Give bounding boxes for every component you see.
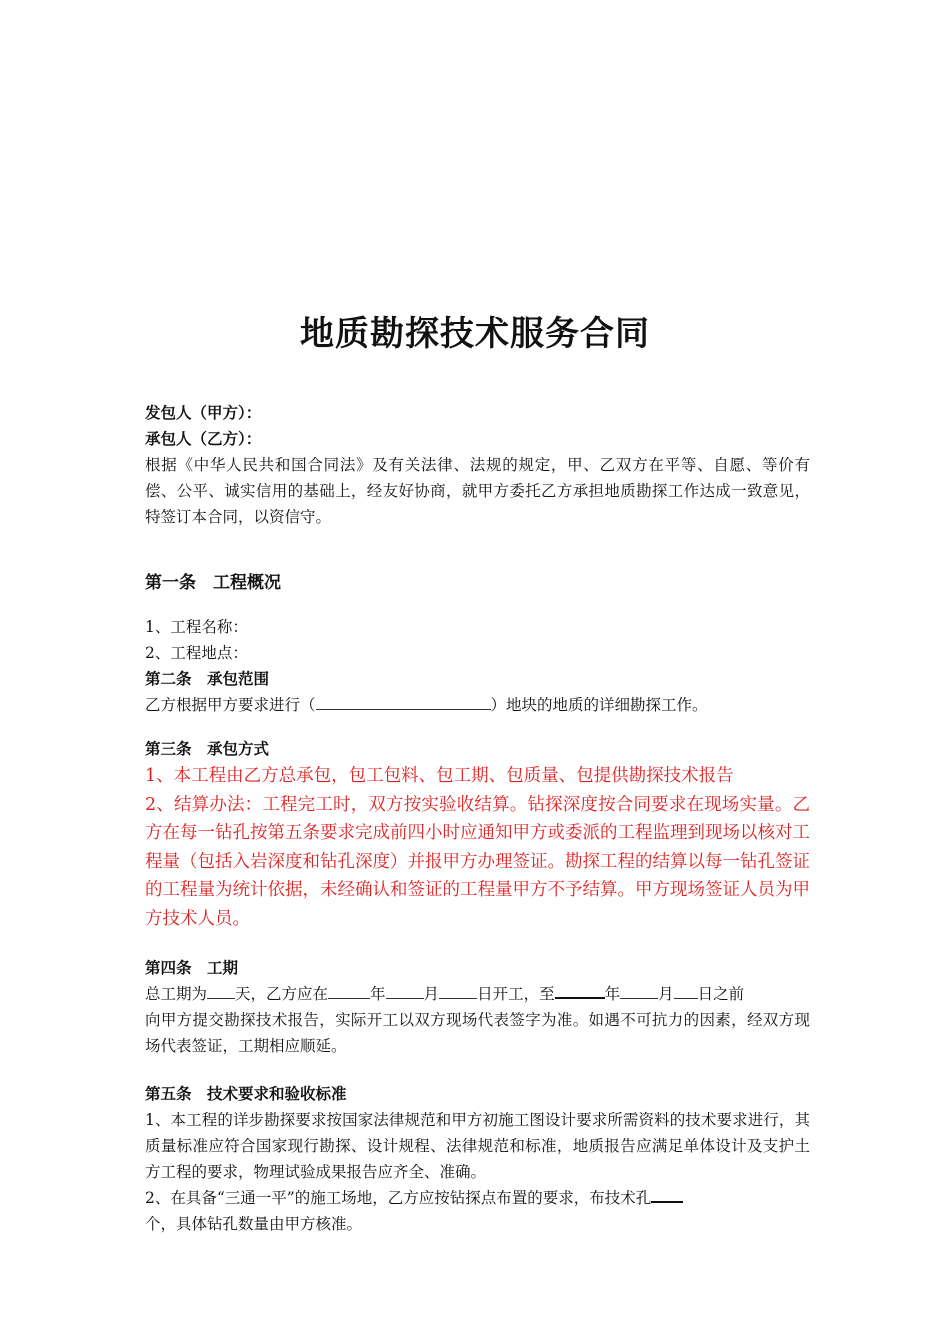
article3-heading: 第三条 承包方式 <box>145 740 270 758</box>
schedule-text-5: 日开工，至 <box>477 985 555 1003</box>
party-a-label: 发包人（甲方）： <box>145 404 262 422</box>
schedule-text-8: 日之前 <box>697 985 745 1003</box>
schedule-text-4: 月 <box>423 985 440 1003</box>
contract-body <box>145 400 810 1237</box>
document-title: 地质勘探技术服务合同 <box>300 314 650 354</box>
schedule-text-3: 年 <box>370 985 386 1003</box>
article2-heading: 第二条 承包范围 <box>145 670 270 688</box>
schedule-text-7: 月 <box>658 985 674 1003</box>
total-days-blank <box>207 982 235 999</box>
schedule-text-6: 年 <box>604 985 621 1003</box>
article2-text-after: ）地块的地质的详细勘探工作。 <box>490 696 708 714</box>
end-day-blank <box>674 982 698 999</box>
article2-text-before: 乙方根据甲方要求进行（ <box>145 696 316 714</box>
schedule-text-1: 总工期为 <box>145 985 208 1003</box>
article3-item1: 1、本工程由乙方总承包，包工包料、包工期、包质量、包提供勘探技术报告 <box>145 766 734 786</box>
schedule-text-2: 天，乙方应在 <box>235 985 329 1003</box>
end-year-blank <box>555 981 605 999</box>
article4-heading: 第四条 工期 <box>145 959 239 977</box>
end-month-blank <box>620 982 658 999</box>
article2-text <box>145 692 810 718</box>
article1-heading: 第一条 工程概况 <box>145 573 281 593</box>
hole-count-blank <box>651 1185 683 1203</box>
article3-item2: 2、结算办法：工程完工时，双方按实验收结算。钻探深度按合同要求在现场实量。乙方在每一钻孔按第五条要求完成前四小时应通知甲方或委派的工程监理到现场以核对工程量（包括入岩深度和钻孔深度）并报甲方办理签证。勘探工程的结算以每一钻孔签证的工程量为统计依据，未经确认和签证的工程量甲方不予结算。甲方现场签证人员为甲方技术人员。 <box>145 794 810 929</box>
plot-blank <box>316 693 491 710</box>
start-month-blank <box>386 982 424 999</box>
article5-heading: 第五条 技术要求和验收标准 <box>145 1085 347 1103</box>
start-day-blank <box>439 982 477 999</box>
article4-rest: 向甲方提交勘探技术报告，实际开工以双方现场代表签字为准。如遇不可抗力的因素，经双方现场代表签证，工期相应顺延。 <box>145 1011 810 1055</box>
article4-schedule-line <box>145 981 810 1007</box>
article5-item1: 1、本工程的详步勘探要求按国家法律规范和甲方初施工图设计要求所需资料的技术要求进行，其质量标准应符合国家现行勘探、设计规程、法律规范和标准，地质报告应满足单体设计及支护土方工程的要求，物理试验成果报告应齐全、准确。 <box>145 1111 810 1181</box>
project-name-field: 1、工程名称： <box>145 618 248 636</box>
article5-item2-text: 2、在具备“三通一平”的施工场地，乙方应按钻探点布置的要求，布技术孔 <box>145 1189 652 1207</box>
project-location-field: 2、工程地点： <box>145 644 248 662</box>
start-year-blank <box>328 982 370 999</box>
party-b-label: 承包人（乙方）： <box>145 430 262 448</box>
article5-item2 <box>145 1185 810 1211</box>
article5-item2-continued: 个，具体钻孔数量由甲方核准。 <box>145 1215 363 1233</box>
preamble: 根据《中华人民共和国合同法》及有关法律、法规的规定，甲、乙双方在平等、自愿、等价有偿、公平、诚实信用的基础上，经友好协商，就甲方委托乙方承担地质勘探工作达成一致意见，特签订本合同，以资信守。 <box>145 456 810 526</box>
